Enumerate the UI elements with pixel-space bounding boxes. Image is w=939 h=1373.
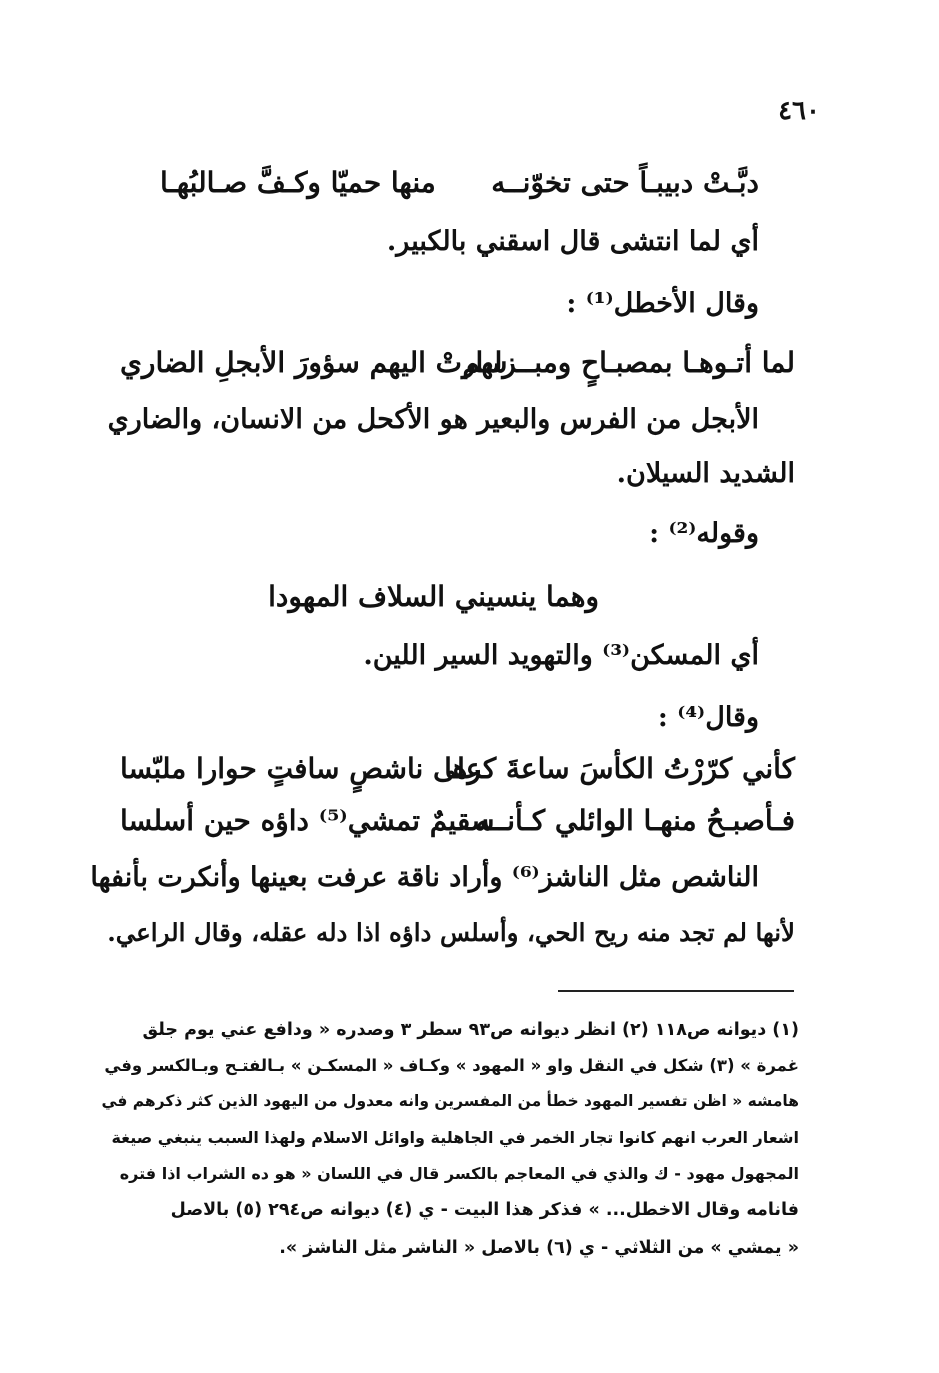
- footnote-separator: [558, 990, 794, 992]
- verse-5-hemistich-2: سقيمٌ تمشي⁽⁵⁾ داؤه حين أسلسا: [120, 804, 495, 837]
- verse-5-hemistich-1: فـأصبـحُ منهـا الوائلي كـأنــه: [475, 804, 795, 837]
- footnote-line-4: اشعار العرب انهم كانوا تجار الخمر في الجاهلية واوائل الاسلام ولهذا السبب ينبغي صيغة: [111, 1128, 799, 1147]
- footnote-line-7: « يمشي » من الثلاثي - ي (٦) بالاصل « الناشر مثل الناشز ».: [279, 1238, 799, 1258]
- footnote-line-6: فانامه وقال الاخطل... » فذكر هذا البيت - ي (٤) ديوانه ص٢٩٤ (٥) بالاصل: [170, 1200, 799, 1220]
- page-number: ٤٦٠: [778, 96, 820, 126]
- verse-4-hemistich-1: كأني كرّرْتُ الكأسَ ساعةَ كرها: [444, 752, 795, 785]
- verse-4-hemistich-2: على ناشصٍ سافتٍ حوارا ملبّسا: [120, 752, 483, 785]
- text-line-2: أي لما انتشى قال اسقني بالكبير.: [386, 226, 759, 257]
- verse-2-hemistich-1: لما أتـوهـا بمصبـاحٍ ومبــزلهم: [462, 346, 795, 379]
- footnote-line-5: المجهول مهود - ك والذي في المعاجم بالكسر قال في اللسان « هو ده الشراب اذا فتره: [119, 1164, 799, 1183]
- text-line-9: أي المسكن⁽³⁾ والتهويد السير اللين.: [363, 640, 759, 671]
- verse-2-hemistich-2: سارتْ اليهم سؤورَ الأبجلِ الضاري: [120, 346, 508, 379]
- text-line-13: الناشص مثل الناشز⁽⁶⁾ وأراد ناقة عرفت بعينها وأنكرت بأنفها: [90, 862, 759, 893]
- verse-1-hemistich-2: منها حميّا وكـفَّ صـالبُهـا: [160, 166, 436, 199]
- verse-3: وهما ينسيني السلاف المهودا: [268, 580, 599, 613]
- footnote-line-2: غمرة » (٣) شكل في النقل واو « المهود » وكـاف « المسكـن » بـالفتـح وبـالكسر وفي: [104, 1056, 799, 1075]
- text-line-10: وقال⁽⁴⁾ :: [657, 702, 759, 733]
- text-line-5: الأبجل من الفرس والبعير هو الأكحل من الانسان، والضاري: [107, 404, 759, 435]
- footnote-line-1: (١) ديوانه ص١١٨ (٢) انظر ديوانه ص٩٣ سطر ٣ وصدره « ودافع عني يوم جلق: [142, 1020, 799, 1040]
- text-line-3: وقال الأخطل⁽¹⁾ :: [566, 288, 759, 319]
- footnote-line-3: هامشه « اظن تفسير المهود خطأ من المفسرين وانه معدول من اليهود الذين كثر ذكرهم في: [101, 1092, 799, 1110]
- text-line-6: الشديد السيلان.: [616, 458, 795, 489]
- text-line-14: لأنها لم تجد منه ريح الحي، وأسلس داؤه اذا دله عقله، وقال الراعي.: [107, 918, 795, 947]
- text-line-7: وقوله⁽²⁾ :: [649, 518, 759, 549]
- verse-1-hemistich-1: دبَّـتْ دبيبـاً حتى تخوّنــه: [491, 166, 759, 199]
